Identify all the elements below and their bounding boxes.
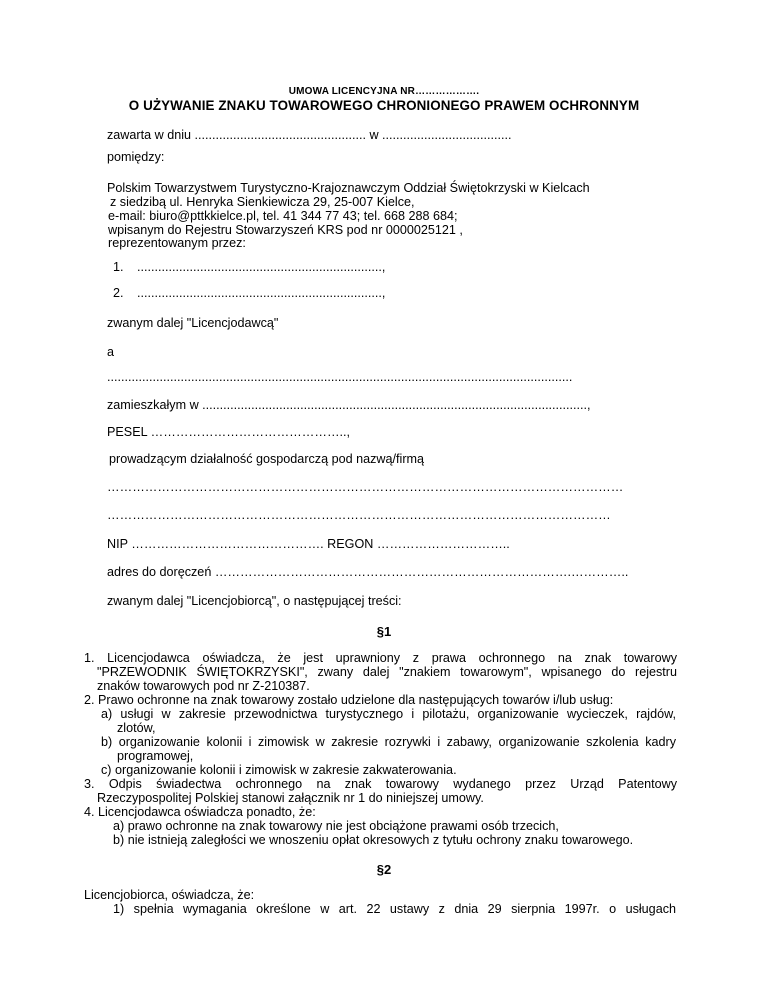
s1-p2: 2. Prawo ochronne na znak towarowy zostało udzielone dla następujących towarów i/lub usług:	[84, 693, 614, 707]
licensee-nip-regon: NIP ………………………………………. REGON …………………………..	[107, 537, 510, 551]
s1-p3-line1: 3. Odpis świadectwa ochronnego na znak towarowy wydanego przez Urząd Patentowy	[84, 777, 677, 791]
s1-p4a: a) prawo ochronne na znak towarowy nie jest obciążone prawami osób trzecich,	[113, 819, 559, 833]
licensor-name: Polskim Towarzystwem Turystyczno-Krajoznawczym Oddział Świętokrzyski w Kielcach	[107, 181, 590, 195]
licensee-business-line-2: …………………………………………………………………………………………………………	[107, 508, 611, 522]
licensor-called: zwanym dalej "Licencjodawcą"	[107, 316, 279, 330]
representative-1-number: 1.	[113, 260, 124, 274]
representative-2-number: 2.	[113, 286, 124, 300]
representative-2-field: ......................................................................,	[137, 286, 386, 300]
s1-p1-line3: znaków towarowych pod nr Z-210387.	[97, 679, 310, 693]
s1-p1-line2: "PRZEWODNIK ŚWIĘTOKRZYSKI", zwany dalej "znakiem towarowym", wpisanego do rejestru	[97, 665, 677, 679]
licensor-represented: reprezentowanym przez:	[108, 236, 246, 250]
representative-1-field: ......................................................................,	[137, 260, 386, 274]
licensee-business: prowadzącym działalność gospodarczą pod nazwą/firmą	[109, 452, 425, 466]
s1-p4b: b) nie istnieją zaległości we wnoszeniu opłat okresowych z tytułu ochrony znaku towarowego.	[113, 833, 634, 847]
section-2-heading: §2	[376, 862, 392, 877]
licensee-residence: zamieszkałym w ..............................................................................................................,	[107, 398, 591, 412]
between-label: pomiędzy:	[107, 150, 165, 164]
s2-p1-line1: 1) spełnia wymagania określone w art. 22 ustawy z dnia 29 sierpnia 1997r. o usługach	[113, 902, 676, 916]
s1-p2c: c) organizowanie kolonii i zimowisk w zakresie zakwaterowania.	[101, 763, 457, 777]
licensee-name-field: .....................................................................................................................................	[107, 370, 573, 384]
s1-p2a-line2: zlotów,	[117, 721, 156, 735]
s1-p2b-line1: b) organizowanie kolonii i zimowisk w zakresie rozrywki i zabawy, organizowanie szkolenia kadry	[101, 735, 676, 749]
licensee-business-line-1: ……………………………………………………………………………………………………………	[107, 480, 624, 494]
licensee-pesel: PESEL ………………………………………..,	[107, 425, 351, 439]
and-label: a	[107, 345, 115, 359]
concluded-line: zawarta w dniu ................................................. w .....................................	[107, 128, 512, 142]
section-1-heading: §1	[376, 624, 392, 639]
licensee-delivery-address: adres do doręczeń ………………………………………………………………………….…………..	[107, 565, 629, 579]
contract-subject-title: O UŻYWANIE ZNAKU TOWAROWEGO CHRONIONEGO PRAWEM OCHRONNYM	[128, 98, 640, 113]
s1-p4: 4. Licencjodawca oświadcza ponadto, że:	[84, 805, 316, 819]
s2-intro: Licencjobiorca, oświadcza, że:	[84, 888, 255, 902]
s1-p1-line1: 1. Licencjodawca oświadcza, że jest uprawniony z prawa ochronnego na znak towarowy	[84, 651, 677, 665]
licensee-called: zwanym dalej "Licencjobiorcą", o następującej treści:	[107, 594, 402, 608]
licensor-contact: e-mail: biuro@pttkkielce.pl, tel. 41 344 77 43; tel. 668 288 684;	[108, 209, 458, 223]
s1-p2a-line1: a) usługi w zakresie przewodnictwa turystycznego i pilotażu, organizowanie wycieczek, rajdów,	[101, 707, 676, 721]
licensor-address: z siedzibą ul. Henryka Sienkiewicza 29, 25-007 Kielce,	[110, 195, 415, 209]
s1-p2b-line2: programowej,	[117, 749, 194, 763]
s1-p3-line2: Rzeczypospolitej Polskiej stanowi załącznik nr 1 do niniejszej umowy.	[97, 791, 484, 805]
contract-number-title: UMOWA LICENCYJNA NR……………….	[288, 86, 480, 97]
licensor-registry: wpisanym do Rejestru Stowarzyszeń KRS pod nr 0000025121 ,	[108, 223, 463, 237]
